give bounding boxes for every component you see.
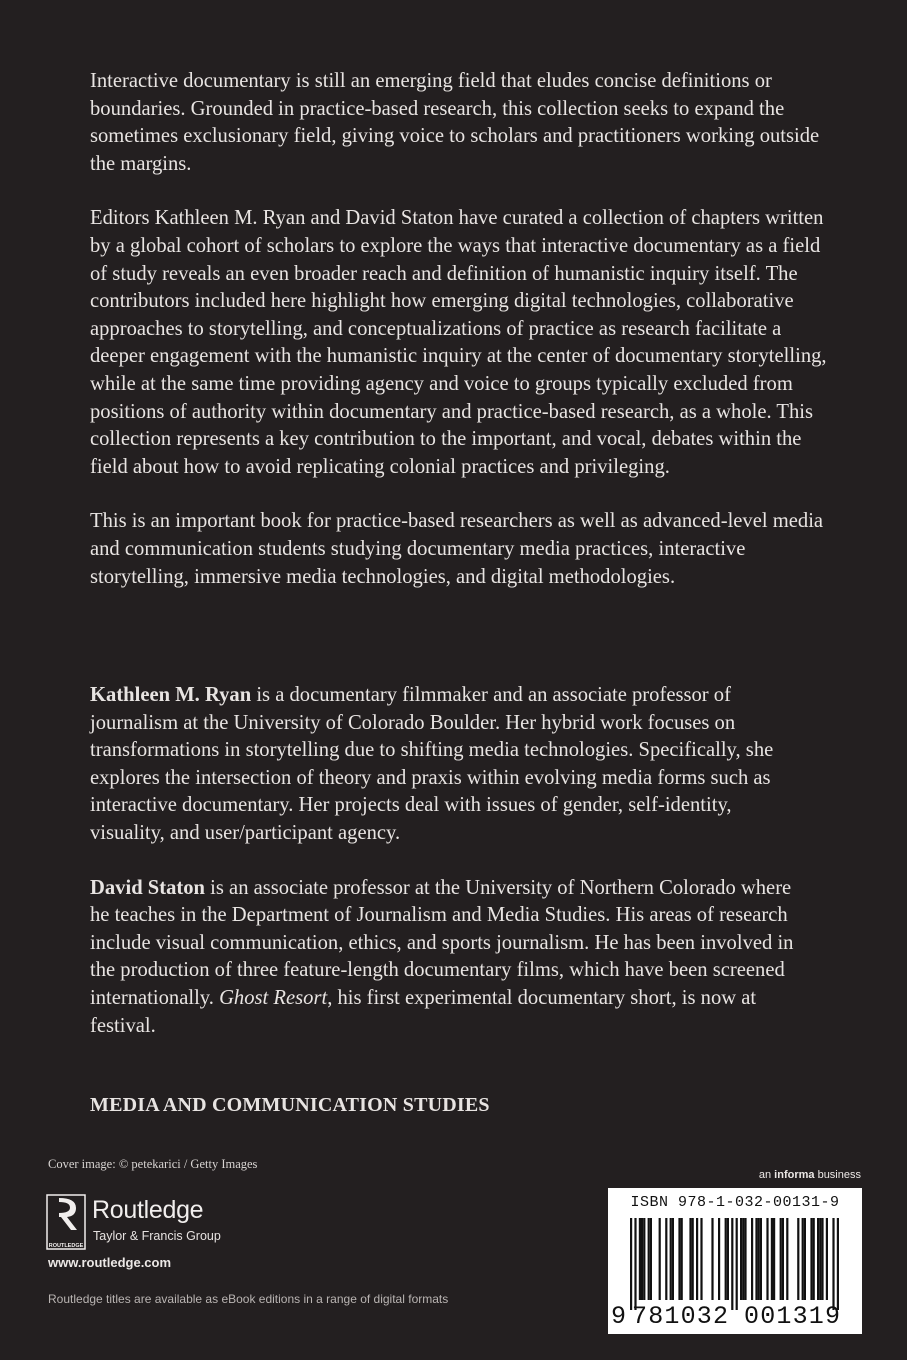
barcode-bar xyxy=(648,1218,650,1300)
barcode-guard-bar xyxy=(832,1218,834,1310)
subject-category: MEDIA AND COMMUNICATION STUDIES xyxy=(90,1094,490,1116)
publisher-website: www.routledge.com xyxy=(48,1255,172,1270)
bio-kathleen-ryan xyxy=(90,682,810,848)
blurb-paragraph-1: Interactive documentary is still an emerging field that eludes concise definitions or boundaries. Grounded in practice-based research, this collection seeks to expand the sometimes exclusionary field, giving voice to scholars and practitioners working outside the margins. xyxy=(90,70,820,175)
barcode-bar xyxy=(639,1218,641,1300)
barcode-bar xyxy=(641,1218,643,1300)
bio-name: Kathleen M. Ryan xyxy=(90,684,252,706)
barcode-guard-bar xyxy=(837,1218,839,1310)
barcode-bar xyxy=(665,1218,667,1300)
barcode-bar xyxy=(813,1218,815,1300)
ebook-availability-note: Routledge titles are available as eBook editions in a range of digital formats xyxy=(48,1292,449,1306)
barcode-bar xyxy=(670,1218,672,1300)
blurb-paragraph-3: This is an important book for practice-based researchers as well as advanced-level media and communication students studying documentary media practices, interactive storytelling, immersive media technologies, and digital methodologies. xyxy=(90,510,824,588)
barcode-bar xyxy=(821,1218,823,1300)
barcode-bar xyxy=(755,1218,757,1300)
barcode-guard-bar xyxy=(731,1218,733,1310)
informa-brand: informa xyxy=(774,1169,815,1181)
barcode-bar xyxy=(826,1218,828,1300)
barcode-bar xyxy=(817,1218,819,1300)
bio-name: David Staton xyxy=(90,876,206,899)
barcode-digits-left: 781032 xyxy=(632,1302,730,1331)
barcode-guard-bar xyxy=(634,1218,636,1310)
barcode-guard-bar xyxy=(736,1218,738,1310)
barcode-bar xyxy=(700,1218,702,1300)
barcode-bar xyxy=(751,1218,753,1300)
blurb-paragraph-2: Editors Kathleen M. Ryan and David Staton have curated a collection of chapters written by a global cohort of scholars to explore the ways that interactive documentary as a field of study reveals an even broader reach and definition of humanistic inquiry itself. The contributors included here highlight how emerging digital technologies, collaborative approaches to storytelling, and conceptualizations of practice as research facilitate a deeper engagement with the humanistic inquiry at the center of documentary storytelling, while at the same time providing agency and voice to groups typically excluded from positions of authority within documentary and practice-based research, as a whole. This collection represents a key contribution to the important, and vocal, debates within the field about how to avoid replicating colonial practices and privileging. xyxy=(90,207,827,478)
barcode-bar xyxy=(766,1218,768,1300)
barcode-bar xyxy=(650,1218,652,1300)
logo-vertical-text: ROUTLEDGE xyxy=(48,1243,84,1249)
barcode-bar xyxy=(742,1218,744,1300)
barcode-bar xyxy=(681,1218,683,1300)
barcode-bar xyxy=(711,1218,713,1300)
barcode-bar xyxy=(740,1218,742,1300)
barcode-bar xyxy=(804,1218,806,1300)
barcode-bar xyxy=(819,1218,821,1300)
barcode-digits-right: 001319 xyxy=(744,1302,842,1331)
film-title: Ghost Resort xyxy=(219,986,328,1009)
cover-image-credit: Cover image: © petekarici / Getty Images xyxy=(48,1157,258,1171)
barcode-bar xyxy=(689,1218,691,1300)
routledge-mark-icon xyxy=(46,1194,86,1250)
barcode-guard-bar xyxy=(630,1218,632,1310)
informa-tagline: an informa business xyxy=(758,1169,861,1181)
bio-david-staton xyxy=(90,875,810,1041)
barcode-bar xyxy=(771,1218,773,1300)
barcode-bar xyxy=(744,1218,746,1300)
publisher-name: Routledge xyxy=(92,1196,204,1224)
isbn-label: ISBN 978-1-032-00131-9 xyxy=(630,1194,840,1211)
barcode-bar xyxy=(696,1218,698,1300)
barcode-bar xyxy=(797,1218,799,1300)
author-bios xyxy=(90,682,810,1067)
bio-text: is an associate professor at the University of Northern Colorado where he teaches in the Department of Journalism and Media Studies. His areas of research include visual communication, ethics, and sports journalism. He has been involved in the production of three feature-length documentary films, which have been screened internationally. xyxy=(90,876,794,1009)
barcode-bar xyxy=(780,1218,782,1300)
routledge-logo xyxy=(46,1194,266,1254)
barcode-bar xyxy=(786,1218,788,1300)
barcode-bar xyxy=(692,1218,694,1300)
barcode-bar xyxy=(760,1218,762,1300)
barcode-bar xyxy=(773,1218,775,1300)
barcode-bar xyxy=(782,1218,784,1300)
isbn-barcode xyxy=(608,1188,862,1334)
bio-text-end: , his first experimental documentary short, is now at festival. xyxy=(90,986,757,1037)
barcode-bar xyxy=(678,1218,680,1300)
barcode-bar xyxy=(727,1218,729,1300)
barcode-digit-first: 9 xyxy=(611,1302,627,1331)
barcode-bar xyxy=(810,1218,812,1300)
back-cover-blurb xyxy=(90,68,830,618)
barcode-bar xyxy=(672,1218,674,1300)
barcode-bar xyxy=(643,1218,645,1300)
barcode-bar xyxy=(725,1218,727,1300)
barcode-bars xyxy=(618,1218,852,1310)
barcode-bar xyxy=(758,1218,760,1300)
barcode-bar xyxy=(802,1218,804,1300)
barcode-bar xyxy=(718,1218,720,1300)
barcode-bar xyxy=(659,1218,661,1300)
publisher-group: Taylor & Francis Group xyxy=(93,1229,221,1243)
bio-text: is a documentary filmmaker and an associate professor of journalism at the University of Colorado Boulder. Her hybrid work focuses on transformations in storytelling due to shifting media technologies. Specifically, she explores the intersection of theory and praxis within evolving media forms such as interactive documentary. Her projects deal with issues of gender, self-identity, visuality, and user/participant agency. xyxy=(90,684,774,844)
